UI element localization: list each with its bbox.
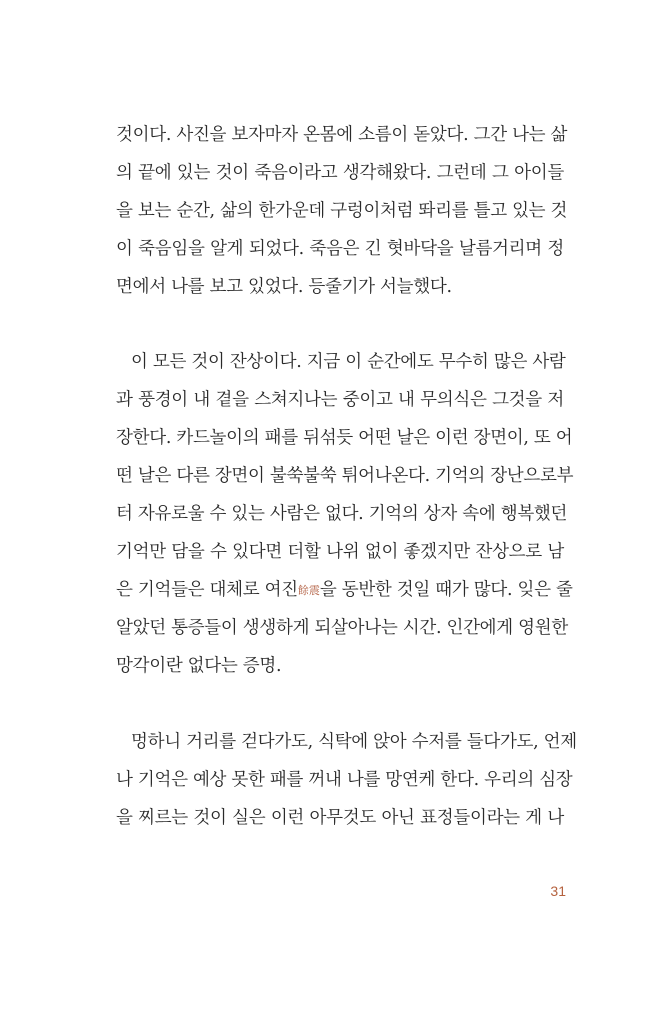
text-segment: 을 동반한 것일 때가 많다. 잊은 줄 — [319, 580, 573, 600]
text-line: 의 끝에 있는 것이 죽음이라고 생각해왔다. 그런데 그 아이들 — [116, 163, 564, 183]
text-line: 멍하니 거리를 걷다가도, 식탁에 앉아 수저를 들다가도, 언제 — [131, 732, 577, 752]
text-segment: 은 기억들은 대체로 여진 — [116, 580, 298, 600]
text-line: 면에서 나를 보고 있었다. 등줄기가 서늘했다. — [116, 277, 452, 297]
page-number: 31 — [550, 883, 566, 899]
hanja-annotation: 餘震 — [297, 584, 320, 597]
text-line: 이 모든 것이 잔상이다. 지금 이 순간에도 무수히 많은 사람 — [131, 352, 566, 372]
text-line: 을 보는 순간, 삶의 한가운데 구렁이처럼 똬리를 틀고 있는 것 — [116, 201, 568, 221]
text-line: 망각이란 없다는 증명. — [116, 656, 282, 676]
text-line-with-hanja — [116, 578, 573, 603]
text-line: 을 찌르는 것이 실은 이런 아무것도 아닌 표정들이라는 게 나 — [116, 808, 564, 828]
text-line: 터 자유로울 수 있는 사람은 없다. 기억의 상자 속에 행복했던 — [116, 504, 568, 524]
text-line: 기억만 담을 수 있다면 더할 나위 없이 좋겠지만 잔상으로 남 — [116, 542, 564, 562]
text-line: 이 죽음임을 알게 되었다. 죽음은 긴 혓바닥을 날름거리며 정 — [116, 239, 564, 259]
text-line: 나 기억은 예상 못한 패를 꺼내 나를 망연케 한다. 우리의 심장 — [116, 770, 573, 790]
text-line: 장한다. 카드놀이의 패를 뒤섞듯 어떤 날은 이런 장면이, 또 어 — [116, 428, 573, 448]
text-line: 떤 날은 다른 장면이 불쑥불쑥 튀어나온다. 기억의 장난으로부 — [116, 466, 574, 486]
text-line: 것이다. 사진을 보자마자 온몸에 소름이 돋았다. 그간 나는 삶 — [116, 125, 568, 145]
text-line: 알았던 통증들이 생생하게 되살아나는 시간. 인간에게 영원한 — [116, 618, 568, 638]
text-line: 과 풍경이 내 곁을 스쳐지나는 중이고 내 무의식은 그것을 저 — [116, 390, 564, 410]
